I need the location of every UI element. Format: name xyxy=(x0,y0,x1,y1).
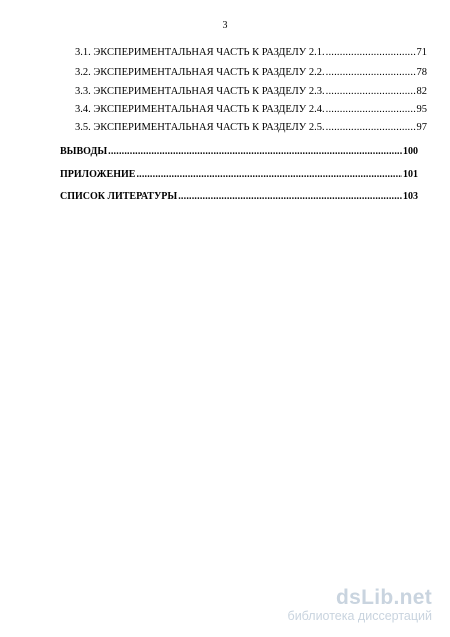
dot-leader xyxy=(136,169,402,180)
toc-entry-label: ВЫВОДЫ xyxy=(60,146,108,157)
dot-leader xyxy=(326,122,416,133)
watermark xyxy=(288,587,432,623)
toc-entry-page: 82 xyxy=(416,86,427,97)
toc-entry-page: 97 xyxy=(416,122,427,133)
toc-entry[interactable] xyxy=(60,169,418,180)
toc-entry-label: 3.4. ЭКСПЕРИМЕНТАЛЬНАЯ ЧАСТЬ К РАЗДЕЛУ 2.4. xyxy=(75,104,325,115)
toc-entry[interactable] xyxy=(75,47,427,58)
toc-entry-page: 71 xyxy=(416,47,427,58)
toc-entry[interactable] xyxy=(75,86,427,97)
dot-leader xyxy=(326,104,416,115)
toc-entry[interactable] xyxy=(75,122,427,133)
toc-entry-label: 3.3. ЭКСПЕРИМЕНТАЛЬНАЯ ЧАСТЬ К РАЗДЕЛУ 2.3. xyxy=(75,86,325,97)
toc-entry-page: 101 xyxy=(403,169,418,180)
toc-entry[interactable] xyxy=(60,191,418,202)
watermark-logo: dsLib.net xyxy=(335,586,432,609)
dot-leader xyxy=(178,191,402,202)
dot-leader xyxy=(326,67,416,78)
toc-entry-label: ПРИЛОЖЕНИЕ xyxy=(60,169,136,180)
toc-entry-label: СПИСОК ЛИТЕРАТУРЫ xyxy=(60,191,178,202)
toc-entry-label: 3.5. ЭКСПЕРИМЕНТАЛЬНАЯ ЧАСТЬ К РАЗДЕЛУ 2.5. xyxy=(75,122,325,133)
toc-entry-page: 95 xyxy=(416,104,427,115)
toc-entry-page: 100 xyxy=(403,146,418,157)
toc-entry-page: 103 xyxy=(403,191,418,202)
watermark-subtitle: библиотека диссертаций xyxy=(287,609,432,623)
toc-entry-label: 3.1. ЭКСПЕРИМЕНТАЛЬНАЯ ЧАСТЬ К РАЗДЕЛУ 2.1. xyxy=(75,47,325,58)
toc-entry[interactable] xyxy=(75,104,427,115)
toc-entry[interactable] xyxy=(75,67,427,78)
toc-entry[interactable] xyxy=(60,146,418,157)
dot-leader xyxy=(326,86,416,97)
toc-entry-page: 78 xyxy=(416,67,427,78)
dot-leader xyxy=(108,146,402,157)
page-number: 3 xyxy=(222,20,228,31)
toc-entry-label: 3.2. ЭКСПЕРИМЕНТАЛЬНАЯ ЧАСТЬ К РАЗДЕЛУ 2.2. xyxy=(75,67,325,78)
dot-leader xyxy=(326,47,416,58)
